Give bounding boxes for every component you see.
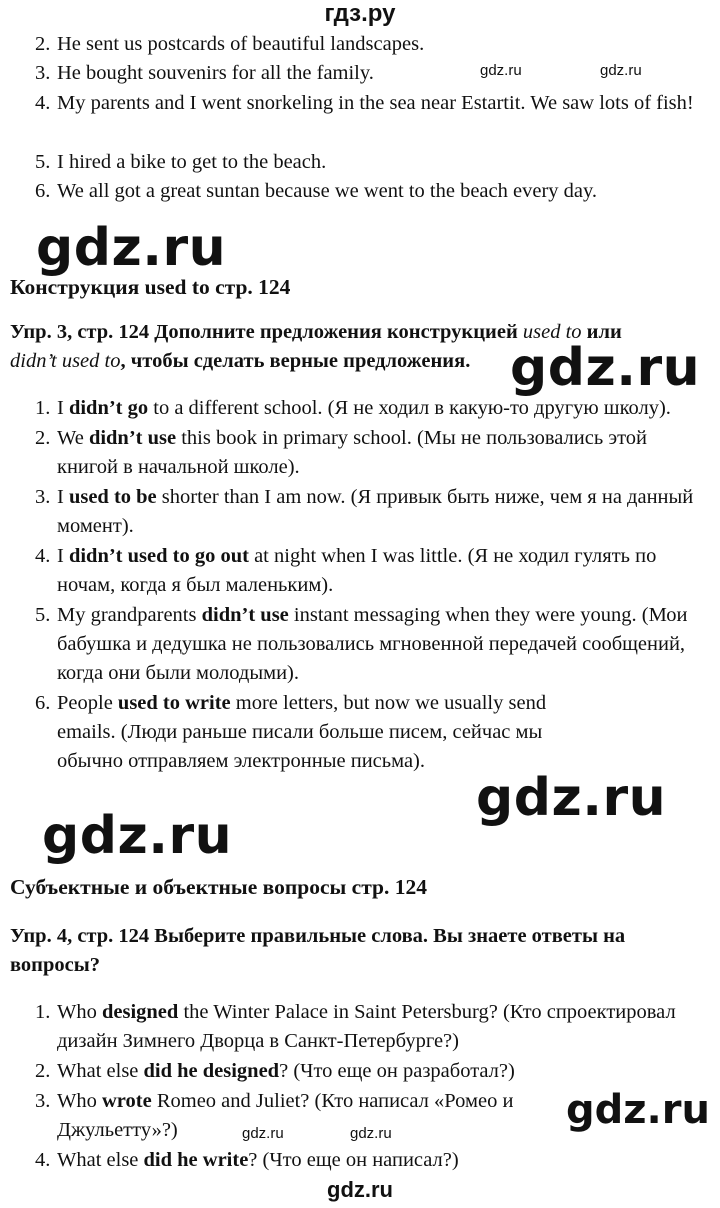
watermark-big: gdz.ru: [42, 806, 233, 866]
watermark-big: gdz.ru: [36, 218, 227, 278]
list-item: 2. We didn’t use this book in primary school. (Мы не пользовались этой книгой в начальной школе).: [35, 427, 648, 478]
task-instruction: Упр. 3, стр. 124 Дополните предложения конструкцией used to или didn’t used to, чтобы сделать верные предложения.: [10, 321, 622, 372]
footer-watermark: gdz.ru: [327, 1177, 393, 1202]
watermark-small: gdz.ru: [242, 1125, 284, 1142]
list-item: 3. Who wrote Romeo and Juliet? (Кто написал «Ромео и Джульетту»?): [35, 1090, 514, 1141]
list-item: 1. Who designed the Winter Palace in Saint Petersburg? (Кто спроектировал дизайн Зимнего Дворца в Санкт-Петербурге?): [35, 1001, 676, 1052]
list-item: 1. I didn’t go to a different school. (Я не ходил в какую-то другую школу).: [35, 397, 671, 419]
list-item: 2. What else did he designed? (Что еще он разработал?): [35, 1060, 515, 1082]
task-instruction: Упр. 4, стр. 124 Выберите правильные слова. Вы знаете ответы на вопросы?: [10, 925, 626, 976]
watermark-small: gdz.ru: [350, 1125, 392, 1142]
list-item: 4. What else did he write? (Что еще он написал?): [35, 1149, 459, 1171]
top-list: [0, 30, 700, 206]
list-item: 6. We all got a great suntan because we went to the beach every day.: [35, 180, 598, 202]
list-item: 4. I didn’t used to go out at night when I was little. (Я не ходил гулять по ночам, когда я был маленьким).: [35, 545, 657, 596]
list-item: 3. I used to be shorter than I am now. (Я привык быть ниже, чем я на данный момент).: [35, 486, 694, 537]
list-item: 5. I hired a bike to get to the beach.: [35, 151, 327, 173]
exercise-3-list: [0, 394, 700, 776]
list-item: 5. My grandparents didn’t use instant messaging when they were young. (Мои бабушка и дедушка не пользовались мгновенной передачей сообщений, когда они были молодыми).: [35, 604, 688, 684]
list-item: 4. My parents and I went snorkeling in the sea near Estartit. We saw lots of fish!: [35, 92, 694, 114]
watermark-small: gdz.ru: [600, 62, 642, 79]
section-heading: Конструкция used to стр. 124: [10, 275, 291, 299]
list-item: 6. People used to write more letters, but now we usually send emails. (Люди раньше писали больше писем, сейчас мы обычно отправляем электронные письма).: [35, 692, 547, 772]
list-item: 2. He sent us postcards of beautiful landscapes.: [35, 33, 425, 55]
header-watermark: гдз.ру: [324, 0, 396, 27]
watermark-big: gdz.ru: [476, 768, 667, 828]
watermark-big: gdz.ru: [510, 338, 701, 398]
watermark-big: gdz.ru: [566, 1087, 710, 1133]
watermark-small: gdz.ru: [480, 62, 522, 79]
section-heading: Субъектные и объектные вопросы стр. 124: [10, 875, 427, 899]
list-item: 3. He bought souvenirs for all the family.: [35, 62, 374, 84]
